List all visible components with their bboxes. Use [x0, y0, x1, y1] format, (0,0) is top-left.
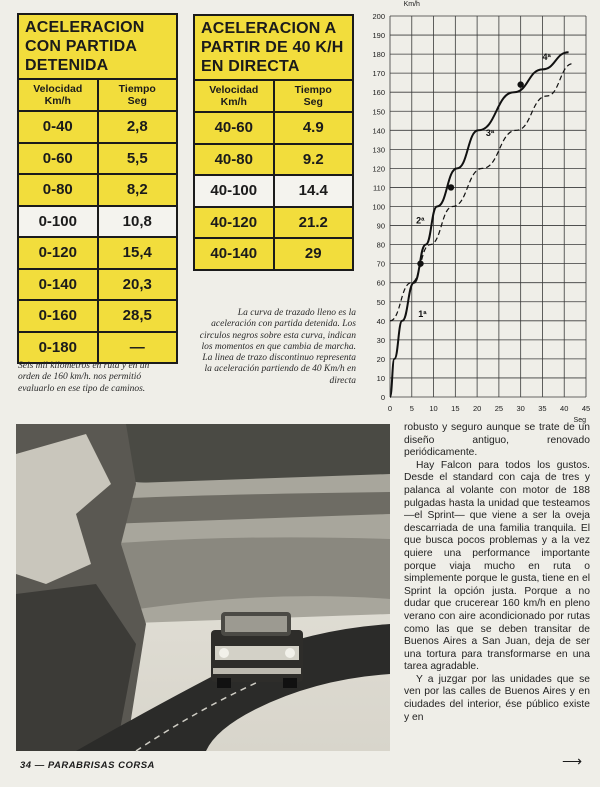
speed-cell: 40-60	[195, 113, 275, 143]
acceleration-from-40-table	[193, 14, 354, 271]
continue-arrow-icon: ⟶	[562, 753, 583, 769]
y-tick-label: 70	[376, 259, 385, 269]
table-row	[19, 301, 176, 333]
y-tick-label: 90	[376, 221, 385, 231]
table-row	[195, 208, 352, 240]
col-speed-header: Velocidad Km/h	[19, 80, 99, 110]
table-row	[19, 112, 176, 144]
acceleration-chart	[358, 0, 600, 424]
table-row	[19, 270, 176, 302]
x-tick-label: 45	[581, 404, 591, 413]
x-tick-label: 5	[409, 404, 414, 413]
table-row	[195, 145, 352, 177]
col-speed-header: Velocidad Km/h	[195, 81, 275, 111]
y-tick-label: 10	[376, 373, 385, 383]
from-40-dashed-curve	[390, 64, 573, 321]
article-paragraph: robusto y seguro aunque se trate de un diseño antiguo, renovado periódicamente.	[404, 422, 590, 459]
chart-caption: La curva de trazado lleno es la aceleración con partida detenida. Los circulos negros sobre esta curva, indican los momentos en que cambia de marcha. La linea de trazo discontinuo representa la aceleración partiendo de 40 Km/h en directa	[199, 308, 356, 386]
gear-shift-point	[417, 260, 423, 266]
article-paragraph: Hay Falcon para todos los gustos. Desde el standard con caja de tres y palanca al volante con motor de 188 pulgadas hasta la unidad que testeamos —el Sprint— que viene a ser la oveja descarriada de una familia tranquila. El que busca pocos problemas y a la vez quiere una performance importante porque viaja mucho en ruta o simplemente porque le gusta, tiene en el Sprint la opción justa. Porque a no dudar que crucerear 160 km/h en pleno verano con aire acondicionado por rutas como las que se deben transitar de Buenos Aires a San Juan, deja de ser una tortura para transformarse en una tarea agradable.	[404, 459, 590, 673]
speed-cell: 0-120	[19, 238, 99, 268]
y-tick-label: 20	[376, 354, 385, 364]
x-tick-label: 0	[387, 404, 393, 413]
y-tick-label: 30	[376, 335, 385, 345]
speed-cell: 40-140	[195, 239, 275, 269]
speed-cell: 0-40	[19, 112, 99, 142]
table-row	[195, 113, 352, 145]
y-tick-label: 80	[376, 240, 385, 250]
speed-cell: 0-180	[19, 333, 99, 363]
col-time-header: Tiempo Seg	[118, 83, 156, 107]
table-row	[19, 144, 176, 176]
x-tick-label: 35	[538, 404, 547, 413]
y-tick-label: 170	[372, 69, 385, 79]
time-cell: —	[129, 338, 145, 356]
time-cell: 5,5	[126, 149, 148, 167]
photo-caption: Seis mil kilometros en ruta y en un orden de 160 km/h. nos permitió evaluarlo en ese tipo de caminos.	[18, 361, 150, 394]
speed-cell: 0-160	[19, 301, 99, 331]
speed-cell: 0-80	[19, 175, 99, 205]
table-row	[195, 239, 352, 269]
y-tick-label: 50	[376, 297, 385, 307]
y-tick-label: 150	[372, 107, 385, 117]
y-tick-label: 40	[376, 316, 385, 326]
time-cell: 29	[304, 245, 322, 263]
gear-shift-point	[448, 184, 454, 190]
x-axis-label: Seg	[573, 417, 586, 424]
y-tick-label: 0	[380, 393, 385, 402]
x-tick-label: 10	[429, 404, 438, 413]
time-cell: 8,2	[126, 181, 148, 199]
speed-cell: 0-140	[19, 270, 99, 300]
speed-cell: 0-60	[19, 144, 99, 174]
y-tick-label: 180	[372, 50, 385, 60]
page-footer: 34 — PARABRISAS CORSA	[20, 760, 155, 771]
article-text	[404, 422, 590, 724]
time-cell: 28,5	[122, 307, 152, 325]
col-time-header: Tiempo Seg	[294, 84, 332, 108]
table-row	[195, 176, 352, 208]
time-cell: 20,3	[122, 275, 152, 293]
y-tick-label: 140	[372, 126, 385, 136]
time-cell: 14.4	[275, 176, 353, 206]
speed-cell: 0-100	[19, 207, 99, 237]
time-cell: 10,8	[99, 207, 177, 237]
y-tick-label: 190	[372, 31, 385, 41]
y-tick-label: 130	[372, 145, 385, 155]
table-header	[19, 80, 176, 112]
gear-shift-point	[517, 81, 523, 87]
x-tick-label: 25	[494, 404, 504, 413]
table-row	[19, 238, 176, 270]
y-tick-label: 60	[376, 278, 385, 288]
table-row	[19, 175, 176, 207]
car-road-photo	[16, 424, 390, 751]
y-tick-label: 100	[372, 202, 385, 212]
article-paragraph: Y a juzgar por las unidades que se ven por las calles de Buenos Aires y en ciudades del interior, ése público existe y en	[404, 673, 590, 723]
speed-cell: 40-120	[195, 208, 275, 238]
gear-label: 1ª	[418, 308, 427, 319]
table-row	[19, 207, 176, 239]
table-title: ACELERACION A PARTIR DE 40 K/H EN DIRECTA	[195, 16, 352, 81]
time-cell: 9.2	[302, 150, 324, 168]
x-tick-label: 20	[472, 404, 482, 413]
y-tick-label: 200	[372, 12, 385, 21]
time-cell: 4.9	[302, 119, 324, 137]
y-axis-label: Km/h	[403, 1, 420, 8]
speed-cell: 40-80	[195, 145, 275, 175]
table-title: ACELERACION CON PARTIDA DETENIDA	[19, 15, 176, 80]
gear-label: 2ª	[416, 215, 425, 226]
y-tick-label: 160	[372, 88, 385, 98]
time-cell: 21.2	[298, 213, 328, 231]
gear-label: 4ª	[542, 51, 551, 62]
x-tick-label: 40	[560, 404, 569, 413]
time-cell: 2,8	[126, 118, 148, 136]
gear-label: 3ª	[485, 128, 495, 139]
car	[211, 612, 303, 688]
table-row	[19, 333, 176, 363]
table-header	[195, 81, 352, 113]
time-cell: 15,4	[122, 244, 152, 262]
speed-cell: 40-100	[195, 176, 275, 206]
y-tick-label: 110	[373, 183, 385, 193]
x-tick-label: 30	[516, 404, 525, 413]
acceleration-standing-table	[17, 13, 178, 364]
x-tick-label: 15	[451, 404, 460, 413]
y-tick-label: 120	[372, 164, 385, 174]
